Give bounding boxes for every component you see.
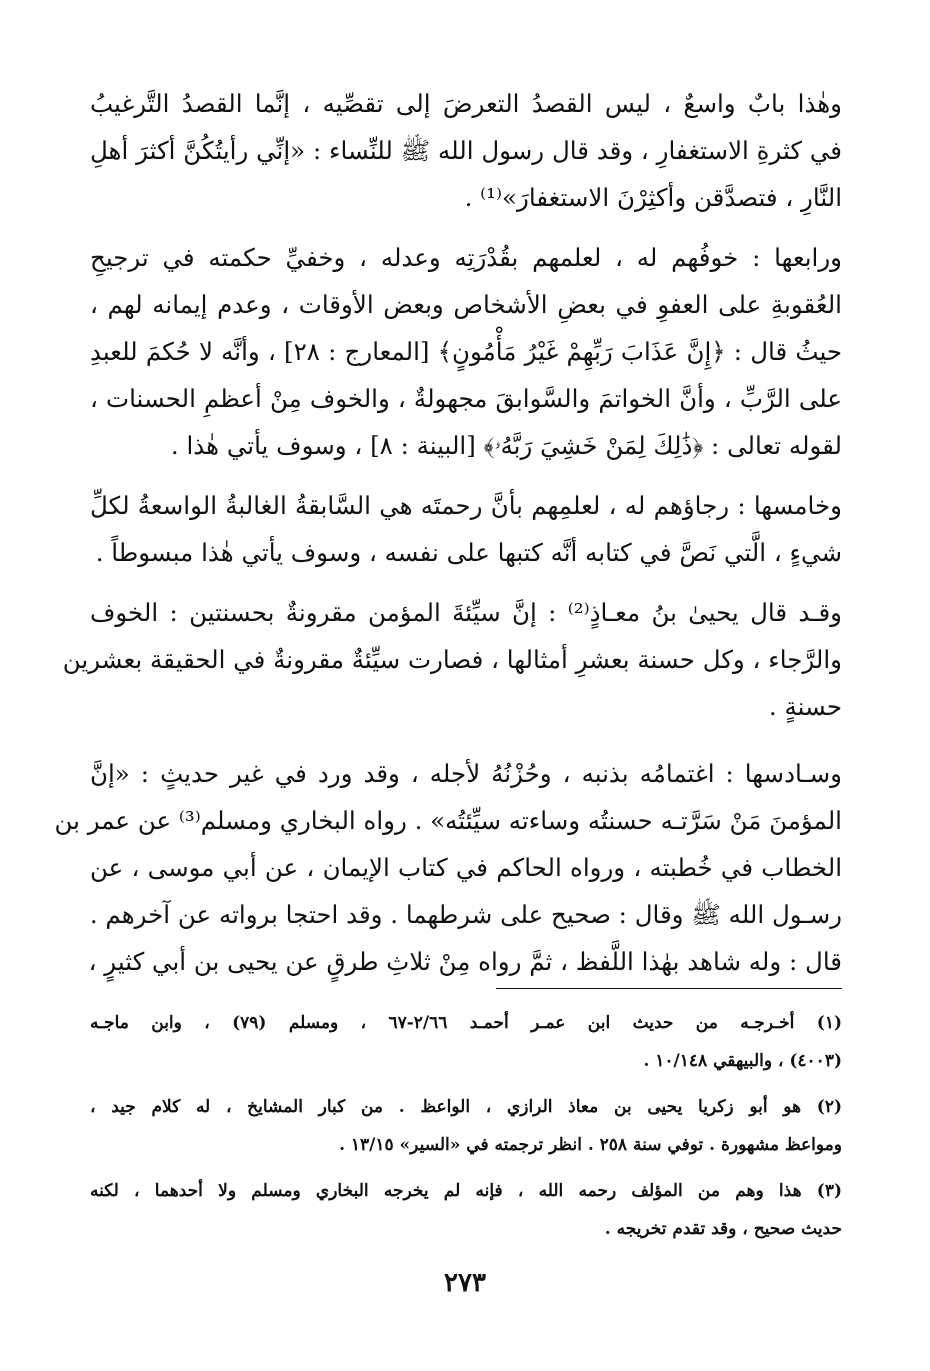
footnote-divider (496, 988, 842, 989)
text-line: حيثُ قال : ﴿إِنَّ عَذَابَ رَبِّهِمْ غَيْرُ مَأْمُونٍ﴾ [المعارج : ٢٨] ، وأنَّه لا حُكمَ للعبدِ (90, 337, 842, 366)
footnote-line: (٣) هذا وهم من المؤلف رحمه الله ، فإنه لم يخرجه البخاري ومسلم ولا أحدهما ، لكنه (90, 1181, 842, 1201)
text-line: في كثرةِ الاستغفارِ ، وقد قال رسول الله ﷺ للنِّساء : «إنِّي رأيتُكُنَّ أكثرَ أهلِ (90, 136, 842, 165)
footnote-3 (90, 1172, 842, 1248)
footnotes (90, 1004, 842, 1256)
text-line: قال : وله شاهد بهٰذا اللَّفظ ، ثمَّ رواه مِنْ ثلاثِ طرقٍ عن يحيى بن أبي كثيرٍ ، (88, 947, 842, 976)
text-line: وهٰذا بابٌ واسعٌ ، ليس القصدُ التعرضَ إلى تقصِّيه ، إنَّما القصدُ التَّرغيبُ (90, 89, 842, 118)
footnote-line: ومواعظ مشهورة . توفي سنة ٢٥٨ . انظر ترجمته في «السير» ١٣/١٥ . (339, 1135, 842, 1155)
footnote-line: (٢) هو أبو زكريا يحيى بن معاذ الرازي ، الواعظ . من كبار المشايخ ، له كلام جيد ، (90, 1097, 842, 1117)
paragraph-2 (90, 234, 842, 469)
paragraph-1 (90, 80, 842, 221)
text-line: ورابعها : خوفُهم له ، لعلمهم بقُدْرَتِه وعدله ، وخفيِّ حكمته في ترجيحِ (90, 243, 842, 272)
text-line: العُقوبةِ على العفوِ في بعضِ الأشخاص وبعض الأوقات ، وعدم إيمانه لهم ، (90, 290, 842, 319)
text-line: المؤمنَ مَنْ سَرَّتـه حسنتُه وساءته سيِّئتُه» . رواه البخاري ومسلم⁽³⁾ عن عمر بن (54, 806, 842, 835)
text-line: النَّارِ ، فتصدَّقن وأكثِرْنَ الاستغفارَ»⁽¹⁾ . (464, 183, 842, 212)
page-number: ٢٧٣ (444, 1268, 486, 1298)
paragraph-5 (54, 750, 842, 985)
text-line: وسـادسها : اغتمامُه بذنبه ، وحُزْنُهُ لأجله ، وقد ورد في غير حديثٍ : «إنَّ (90, 759, 842, 788)
footnote-line: (١) أخـرجـه من حديث ابن عمـر أحمـد ٢/٦٦-٦٧ ، ومسلم (٧٩) ، وابن ماجـه (90, 1013, 843, 1033)
paragraph-4 (62, 589, 842, 730)
text-line: الخطاب في خُطبته ، ورواه الحاكم في كتاب الإيمان ، عن أبي موسى ، عن (90, 853, 842, 882)
footnote-line: (٤٠٠٣) ، والبيهقي ١٠/١٤٨ . (643, 1051, 842, 1071)
paragraph-3 (90, 482, 842, 576)
text-line: على الرَّبِّ ، وأنَّ الخواتمَ والسَّوابقَ مجهولةٌ ، والخوف مِنْ أعظمِ الحسنات ، (90, 384, 842, 413)
text-line: وخامسها : رجاؤهم له ، لعلمِهم بأنَّ رحمتَه هي السَّابقةُ الغالبةُ الواسعةُ لكلِّ (90, 491, 842, 520)
footnote-1 (90, 1004, 842, 1080)
text-line: والرَّجاء ، وكل حسنة بعشرِ أمثالها ، فصارت سيِّئةٌ مقرونةٌ في الحقيقة بعشرين (62, 645, 842, 674)
text-line: رسـول الله ﷺ وقال : صحيح على شرطهما . وقد احتجا برواته عن آخرهم . (89, 900, 842, 929)
footnote-line: حديث صحيح ، وقد تقدم تخريجه . (604, 1219, 842, 1239)
text-line: وقـد قال يحيىٰ بنُ معـاذٍ⁽²⁾ : إنَّ سيِّئةَ المؤمن مقرونةٌ بحسنتين : الخوف (90, 598, 842, 627)
text-line: شيءٍ ، الَّتي نَصَّ في كتابه أنَّه كتبها على نفسه ، وسوف يأتي هٰذا مبسوطاً . (95, 538, 842, 567)
main-text (54, 80, 842, 998)
text-line: حسنةٍ . (768, 692, 842, 721)
footnote-2 (90, 1088, 842, 1164)
text-line: لقوله تعالى : ﴿ذَٰلِكَ لِمَنْ خَشِيَ رَبَّهُۥ﴾ [البينة : ٨] ، وسوف يأتي هٰذا . (170, 431, 842, 460)
